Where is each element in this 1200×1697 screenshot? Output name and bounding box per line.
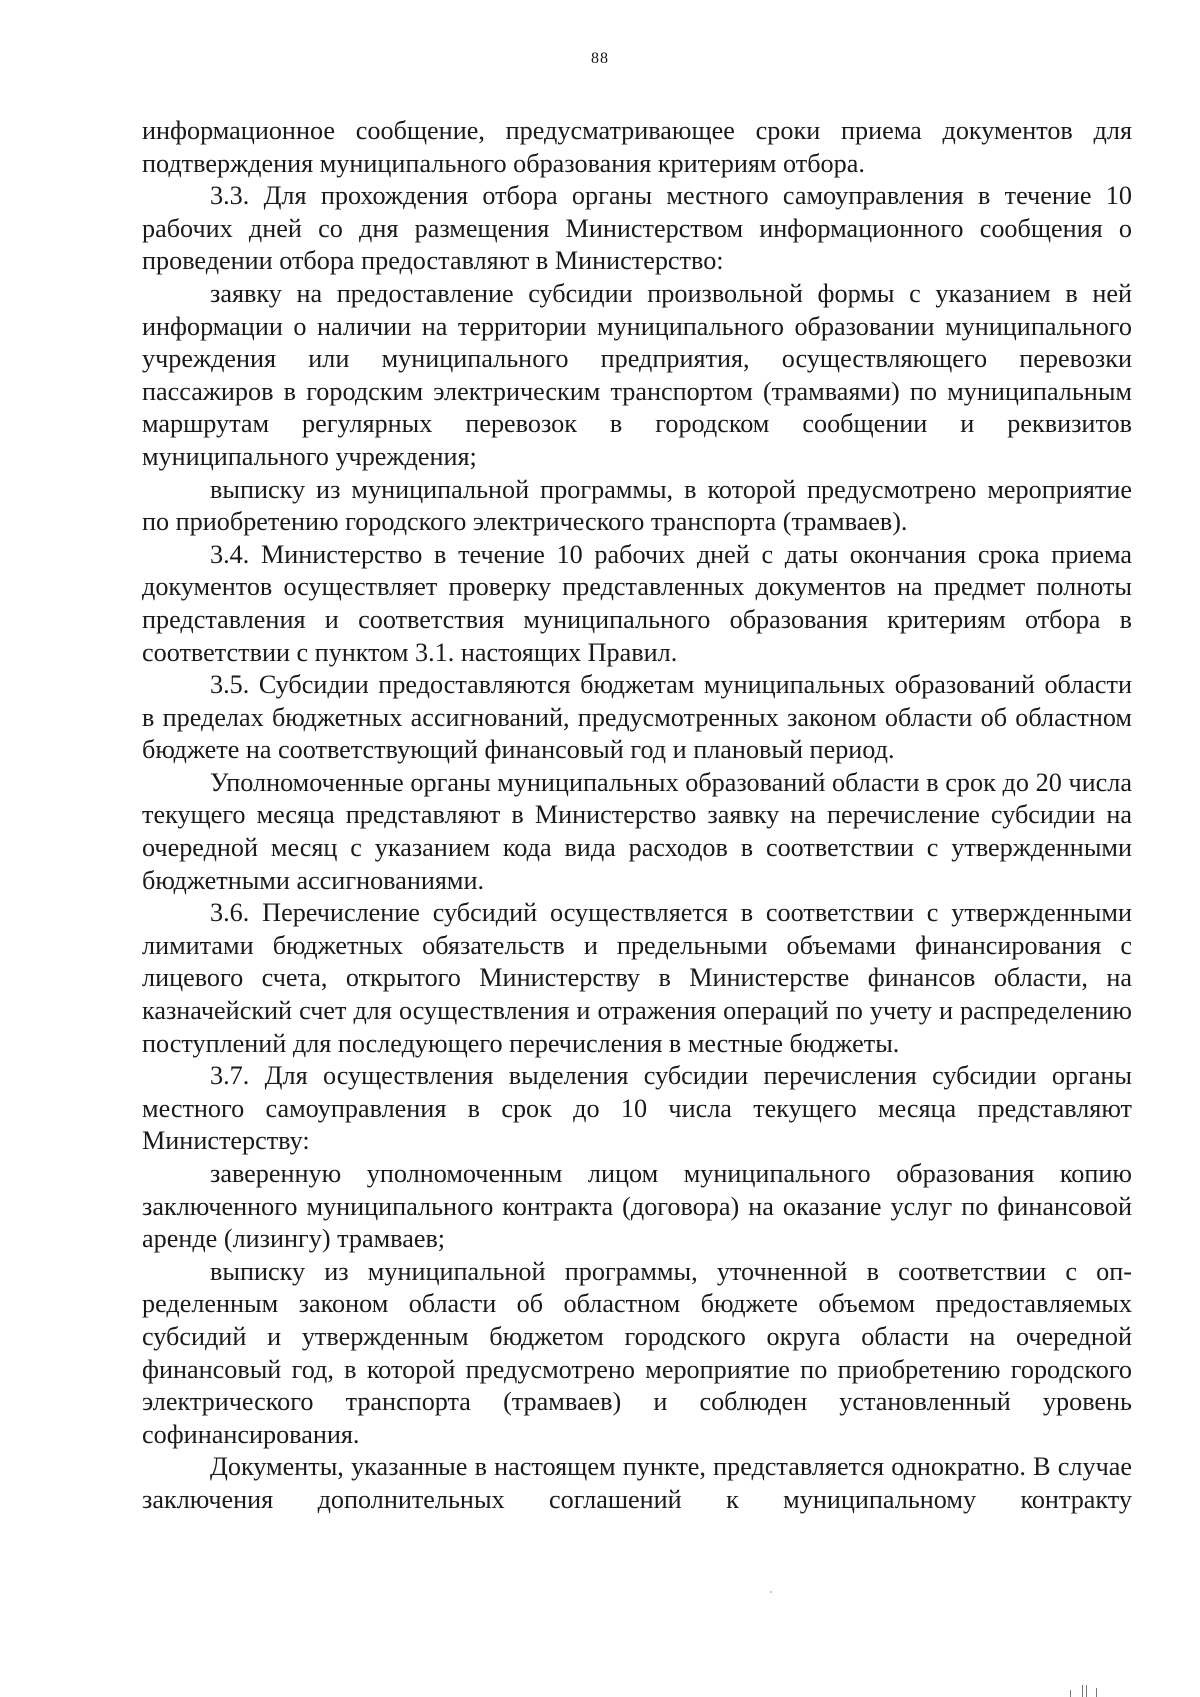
page-number: 88	[591, 50, 609, 67]
paragraph-3-7: 3.7. Для осуществления выделения субсидии перечисления субсидии органы местного самоуправления в срок до 10 числа текущего месяца представляют Министерству:	[142, 1061, 1132, 1156]
paragraph-authorized-bodies: Уполномоченные органы муниципальных образований области в срок до 20 числа текущего месяца представляют в Министерство заявку на перечисление субсидии на очередной месяц с указанием кода вида расходов в соответствии с утвержденными бюджетными ассигнованиями.	[142, 767, 1132, 895]
paragraph-3-4: 3.4. Министерство в течение 10 рабочих дней с даты окончания срока приема документов осуществляет проверку представленных документов на предмет полноты представления и соответствия муниципального образования критериям отбора в соответствии с пунктом 3.1. настоящих Правил.	[142, 539, 1132, 667]
paragraph-3-6: 3.6. Перечисление субсидий осуществляется в соответствии с утвержденными лимитами бюджетных обязательств и предельными объемами финансирования с лицевого счета, открытого Министерству в Министерстве финансов области, на казначейский счет для осуществления и отражения операций по учету и распределению поступлений для последующего перечисления в местные бюджеты.	[142, 898, 1132, 1058]
scan-edge-mark	[1068, 1684, 1108, 1697]
paragraph-documents-once: Документы, указанные в настоящем пункте, представляется однократно. В случае заключения дополнительных соглашений к муниципальному контракту	[142, 1452, 1132, 1514]
paragraph-info-message: информационное сообщение, предусматривающее сроки приема документов для подтверждения муниципального образования критериям отбора.	[142, 116, 1132, 178]
paragraph-contract-copy: заверенную уполномоченным лицом муниципального образования копию заключенного муниципального контракта (договора) на оказание услуг по финансовой аренде (лизингу) трамваев;	[142, 1159, 1132, 1254]
document-body	[142, 115, 1132, 1517]
paragraph-application: заявку на предоставление субсидии произвольной формы с указанием в ней информации о наличии на территории муниципального образовании муниципального учреждения или муниципального предприятия, осуществляющего перевозки пассажиров в городским электрическим транспортом (трамваями) по муниципальным маршрутам регулярных перевозок в городском сообщении и реквизитов муниципального учреждения;	[142, 278, 1132, 471]
paragraph-3-3: 3.3. Для прохождения отбора органы местного самоуправления в течение 10 рабочих дней со дня размещения Министерством информационного сообщения о проведении отбора предоставляют в Министерство:	[142, 181, 1132, 276]
paragraph-program-extract: выписку из муниципальной программы, в которой предусмотрено мероприятие по приобретению городского электрического транспорта (трамваев).	[142, 474, 1132, 537]
paragraph-3-5: 3.5. Субсидии предоставляются бюджетам муниципальных образований области в пределах бюджетных ассигнований, предусмотренных законом области об областном бюджете на соответствующий финансовый год и плановый период.	[142, 670, 1132, 765]
scan-speck	[770, 1591, 772, 1593]
paragraph-refined-program: выписку из муниципальной программы, уточненной в соответствии с определенным законом области об областном бюджете объемом предоставляемых субсидий и утвержденным бюджетом городского округа области на очередной финансовый год, в которой предусмотрено мероприятие по приобретению городского электрического транспорта (трамваев) и соблюден установленный уровень софинансирования.	[142, 1256, 1132, 1449]
